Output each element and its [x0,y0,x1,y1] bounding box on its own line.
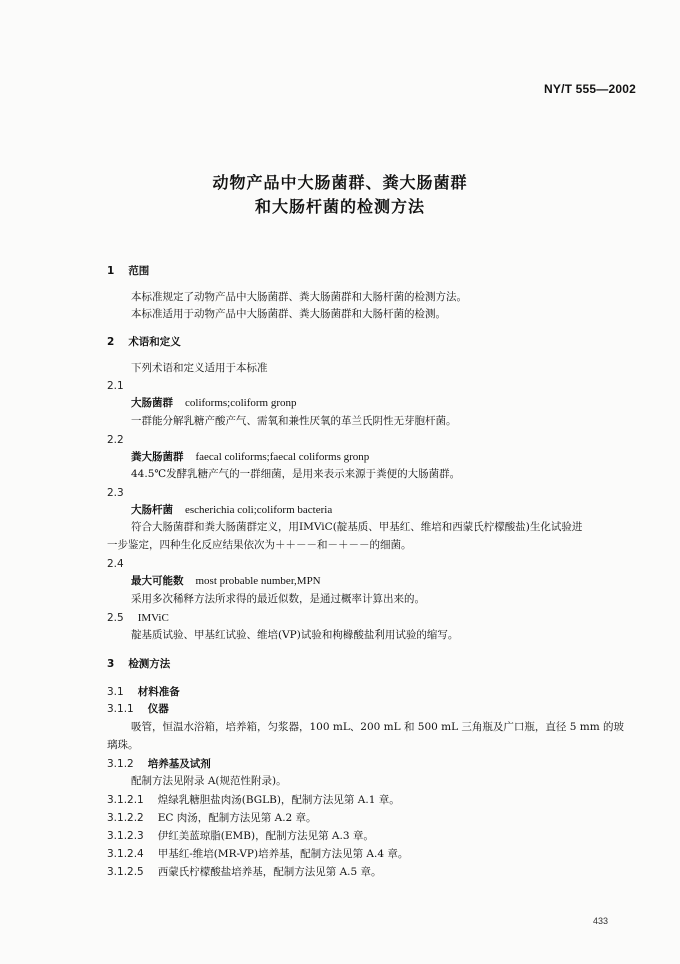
section-title: 检测方法 [128,658,171,670]
paragraph: 本标准适用于动物产品中大肠菌群、粪大肠菌群和大肠杆菌的检测。 [131,308,446,320]
section-1-heading [107,264,149,278]
list-item [107,793,400,807]
term-en: escherichia coli;coliform bacteria [185,504,333,516]
section-title: 术语和定义 [128,336,181,348]
term-en: most probable number,MPN [195,575,321,587]
list-item-text: EC 肉汤，配制方法见第 A.2 章。 [157,812,317,824]
clause-number: 2.5 [107,612,124,624]
clause-number: 2.2 [107,434,124,446]
paragraph: 配制方法见附录 A(规范性附录)。 [131,775,287,787]
list-item [107,847,408,861]
definition: 靛基质试验、甲基红试验、维培(VP)试验和枸橼酸盐利用试验的缩写。 [131,629,459,641]
term-cn: 大肠菌群 [131,397,173,409]
clause-number: 3.1.2.3 [107,830,144,842]
page-number: 433 [592,916,608,926]
clause-number: 3.1.2.1 [107,794,144,806]
subsection-title: 培养基及试剂 [147,758,211,770]
standard-code: NY/T 555—2002 [544,82,636,96]
clause-number: 2.4 [107,558,124,570]
section-title: 范围 [128,265,150,277]
subsection-title: 材料准备 [137,686,180,698]
clause-number: 3.1.2.5 [107,866,144,878]
list-item [107,811,317,825]
term-line [131,503,332,517]
term-en: IMViC [137,612,169,624]
term-cn: 大肠杆菌 [131,504,173,516]
section-number: 2 [107,336,115,348]
list-item-text: 甲基红-维培(MR-VP)培养基，配制方法见第 A.4 章。 [157,848,409,860]
clause-number: 3.1 [107,686,124,698]
subsection-heading [107,702,169,716]
section-number: 3 [107,658,115,670]
term-cn: 最大可能数 [131,575,184,587]
paragraph: 下列术语和定义适用于本标准 [131,362,268,374]
clause-number: 2.3 [107,487,124,499]
section-number: 1 [107,265,115,277]
clause-number: 3.1.2.4 [107,848,144,860]
term-en: coliforms;coliform gronp [185,397,297,409]
definition: 44.5℃发酵乳糖产气的一群细菌，是用来表示来源于粪便的大肠菌群。 [131,468,461,480]
section-3-heading [107,657,170,671]
paragraph: 本标准规定了动物产品中大肠菌群、粪大肠菌群和大肠杆菌的检测方法。 [131,291,467,303]
clause-number: 3.1.1 [107,703,134,715]
list-item-text: 煌绿乳糖胆盐肉汤(BGLB)，配制方法见第 A.1 章。 [157,794,400,806]
clause-number: 2.1 [107,380,124,392]
list-item [107,865,382,879]
clause-number: 3.1.2.2 [107,812,144,824]
subsection-title: 仪器 [147,703,169,715]
list-item-text: 西蒙氏柠檬酸盐培养基，配制方法见第 A.5 章。 [157,866,382,878]
subsection-heading [107,685,180,699]
list-item-text: 伊红美蓝琼脂(EMB)，配制方法见第 A.3 章。 [157,830,374,842]
document-title-line-1: 动物产品中大肠菌群、粪大肠菌群 [212,173,468,192]
term-cn: 粪大肠菌群 [131,451,184,463]
term-line [131,396,297,410]
definition: 采用多次稀释方法所求得的最近似数，是通过概率计算出来的。 [131,593,425,605]
term-line [131,574,321,588]
paragraph-continuation: 璃珠。 [107,739,139,751]
term-line [131,450,369,464]
term-line [107,611,169,625]
section-2-heading [107,335,181,349]
definition: 一群能分解乳糖产酸产气、需氧和兼性厌氧的革兰氏阴性无芽胞杆菌。 [131,415,457,427]
list-item [107,829,374,843]
subsection-heading [107,757,211,771]
definition-continuation: 一步鉴定，四种生化反应结果依次为＋＋－－和－＋－－的细菌。 [107,539,412,551]
document-title-line-2: 和大肠杆菌的检测方法 [254,197,425,216]
definition: 符合大肠菌群和粪大肠菌群定义，用IMViC(靛基质、甲基红、维培和西蒙氏柠檬酸盐)生化试验进 [131,521,583,533]
term-en: faecal coliforms;faecal coliforms gronp [195,451,370,463]
clause-number: 3.1.2 [107,758,134,770]
paragraph: 吸管，恒温水浴箱，培养箱，匀浆器，100 mL、200 mL 和 500 mL 三角瓶及广口瓶，直径 5 mm 的玻 [131,721,625,733]
